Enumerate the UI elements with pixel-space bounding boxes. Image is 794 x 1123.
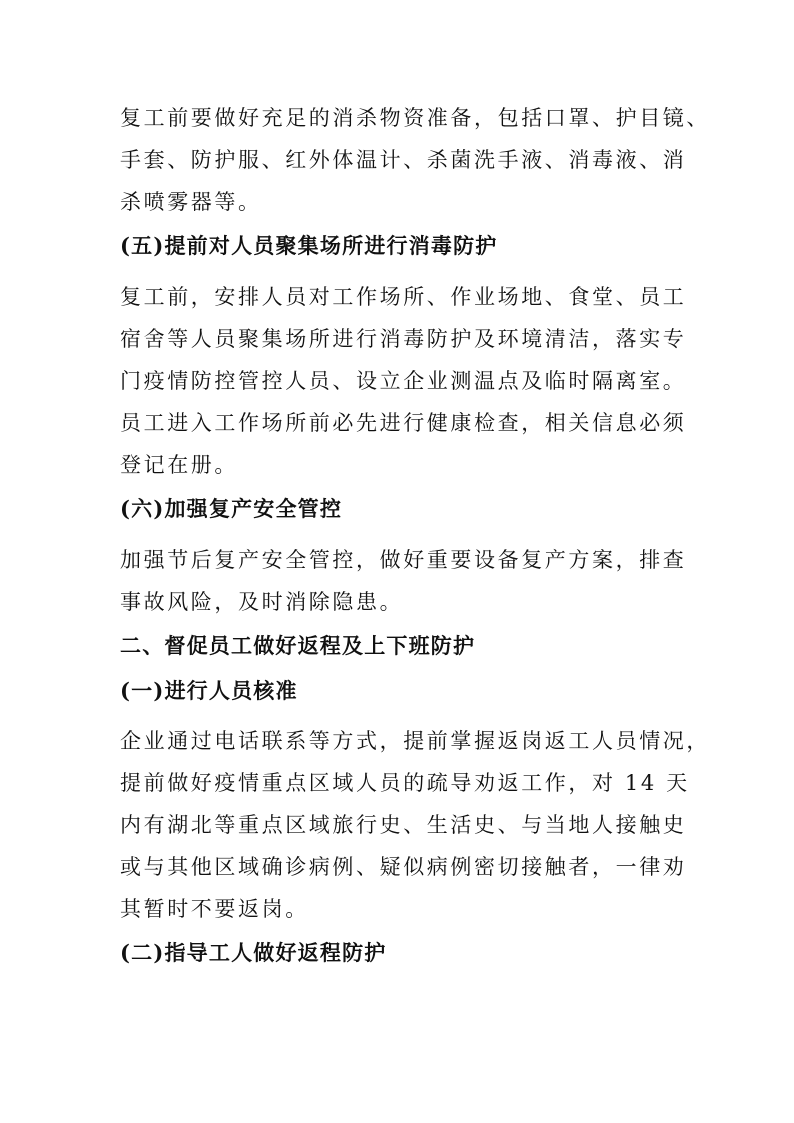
paragraph-line: 登记在册。 [120,453,238,477]
paragraph-line: 加强节后复产安全管控，做好重要设备复产方案，排查 [120,548,687,572]
paragraph-line: 或与其他区域确诊病例、疑似病例密切接触者，一律劝 [120,855,687,879]
paragraph-line: 其暂时不要返岗。 [120,897,309,921]
paragraph-line: 提前做好疫情重点区域人员的疏导劝返工作，对 14 天 [120,771,690,795]
section-heading: (六)加强复产安全管控 [120,496,343,521]
paragraph-line: 门疫情防控管控人员、设立企业测温点及临时隔离室。 [120,369,687,393]
paragraph-line: 内有湖北等重点区域旅行史、生活史、与当地人接触史 [120,813,687,837]
paragraph-line: 手套、防护服、红外体温计、杀菌洗手液、消毒液、消 [120,148,687,172]
paragraph-line: 企业通过电话联系等方式，提前掌握返岗返工人员情况， [120,729,710,753]
section-heading: (一)进行人员核准 [120,678,298,703]
paragraph-line: 宿舍等人员聚集场所进行消毒防护及环境清洁，落实专 [120,327,687,351]
section-heading: (二)指导工人做好返程防护 [120,940,387,965]
section-heading: (五)提前对人员聚集场所进行消毒防护 [120,233,498,258]
paragraph-line: 复工前要做好充足的消杀物资准备，包括口罩、护目镜、 [120,106,710,130]
paragraph-line: 杀喷雾器等。 [120,190,262,214]
chapter-heading: 二、督促员工做好返程及上下班防护 [120,633,476,658]
paragraph-line: 员工进入工作场所前必先进行健康检查，相关信息必须 [120,411,687,435]
paragraph-line: 事故风险，及时消除隐患。 [120,590,404,614]
paragraph-line: 复工前，安排人员对工作场所、作业场地、食堂、员工 [120,285,687,309]
